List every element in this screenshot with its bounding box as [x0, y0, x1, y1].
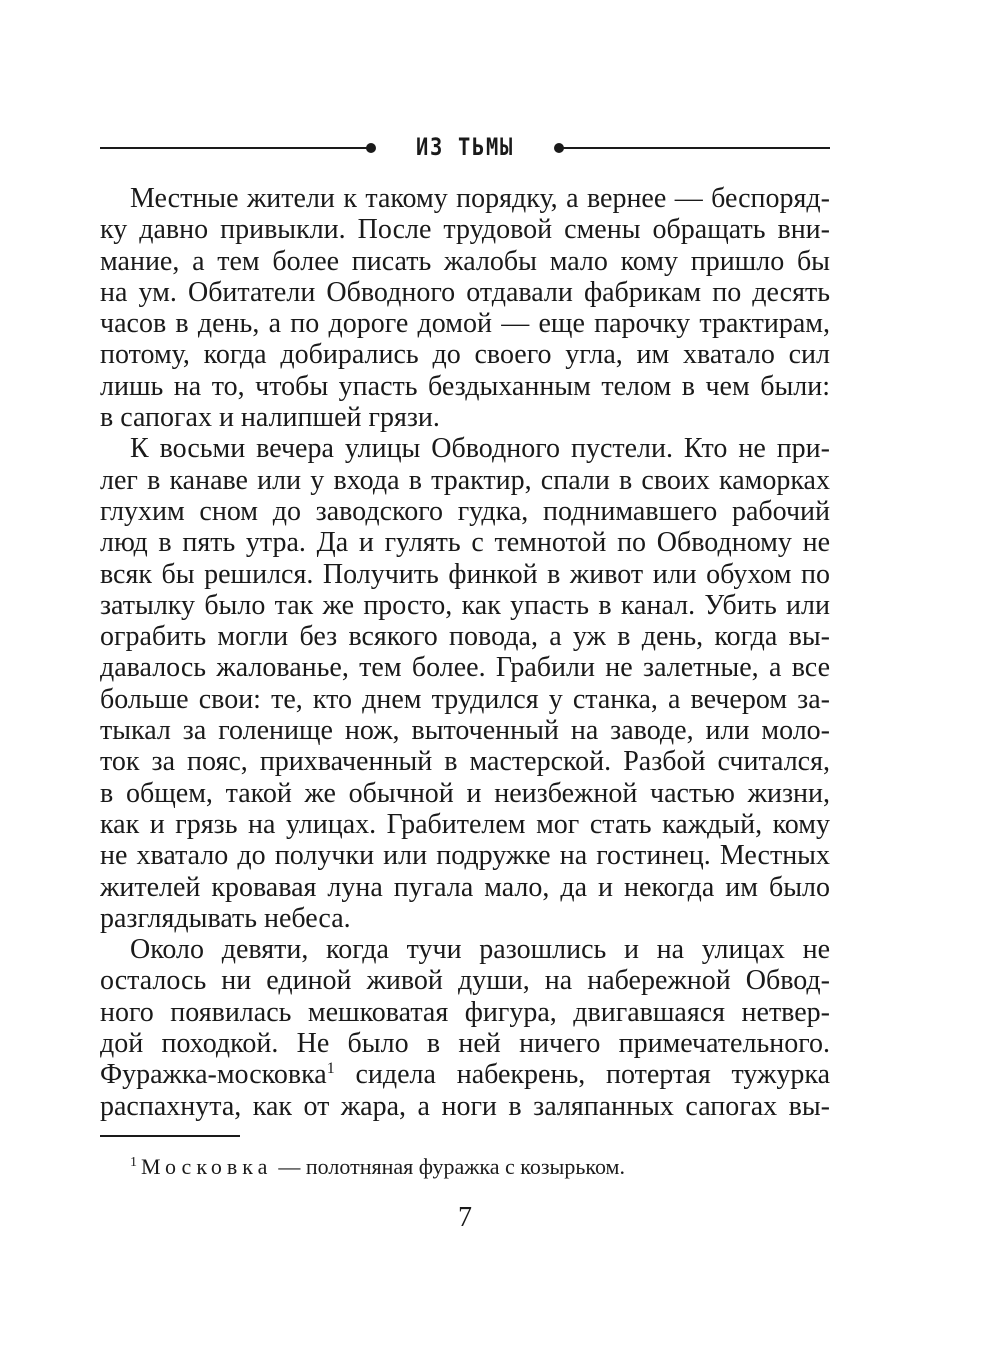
running-head-title: ИЗ ТЬМЫ: [416, 133, 514, 161]
text-line: Около девяти, когда тучи разошлись и на улицах не: [130, 934, 830, 966]
running-head-rule-left: [100, 147, 370, 149]
footnote-term: Московка: [141, 1154, 273, 1179]
text-line: потому, когда добирались до своего угла, им хватало сил: [100, 339, 830, 371]
text-line: разглядывать небеса.: [100, 902, 351, 934]
text-line: всяк бы решился. Получить финкой в живот или обухом по: [100, 558, 830, 590]
text-line-with-footnote: [100, 1059, 830, 1090]
text-line: ного появилась мешковатая фигура, двигавшаяся нетвер-: [100, 996, 830, 1028]
text-line: в общем, такой же обычной и неизбежной частью жизни,: [100, 777, 830, 809]
text-line: как и грязь на улицах. Грабителем мог стать каждый, кому: [100, 808, 830, 840]
running-head-dot-left: [366, 143, 376, 153]
text-line: тыкал за голенище нож, выточенный на заводе, или моло-: [100, 715, 830, 747]
text-line: мание, а тем более писать жалобы мало кому пришло бы: [100, 245, 830, 277]
footnote-definition: — полотняная фуражка с козырьком.: [278, 1154, 625, 1179]
footnote-number: 1: [130, 1155, 137, 1170]
text-line: Местные жители к такому порядку, а вернее — беспоряд-: [130, 183, 830, 214]
text-line: осталось ни единой живой души, на набережной Обвод-: [100, 965, 830, 997]
text-fragment: Фуражка-московка: [100, 1059, 327, 1091]
text-line: затылку было так же просто, как упасть в канал. Убить или: [100, 589, 830, 621]
text-line: давалось жалованье, тем более. Грабили не залетные, а все: [100, 652, 830, 684]
text-line: в сапогах и налипшей грязи.: [100, 402, 440, 434]
body-text: [100, 183, 830, 1122]
text-line: К восьми вечера улицы Обводного пустели. Кто не при-: [130, 433, 830, 465]
text-line: не хватало до получки или подружке на гостинец. Местных: [100, 840, 830, 872]
text-line: лишь на то, чтобы упасть бездыханным телом в чем были:: [100, 370, 830, 402]
text-line: распахнута, как от жара, а ноги в заляпанных сапогах вы-: [100, 1090, 830, 1122]
running-head-rule-right: [560, 147, 830, 149]
text-line: люд в пять утра. Да и гулять с темнотой по Обводному не: [100, 527, 830, 559]
page-number: 7: [458, 1202, 472, 1233]
text-line: дой походкой. Не было в ней ничего примечательного.: [100, 1028, 830, 1060]
text-line: больше свои: те, кто днем трудился у станка, а вечером за-: [100, 683, 830, 715]
text-line: глухим сном до заводского гудка, поднимавшего рабочий: [100, 495, 830, 527]
text-line: часов в день, а по дороге домой — еще парочку трактирам,: [100, 308, 830, 340]
text-fragment: сидела набекрень, потертая тужурка: [334, 1059, 830, 1091]
footnote-marker[interactable]: 1: [326, 1060, 335, 1078]
text-line: лег в канаве или у входа в трактир, спали в своих каморках: [100, 464, 830, 496]
text-line: ограбить могли без всякого повода, а уж в день, когда вы-: [100, 621, 830, 653]
footnote: [130, 1148, 625, 1182]
text-line: ток за пояс, прихваченный в мастерской. Разбой считался,: [100, 746, 830, 778]
text-line: ку давно привыкли. После трудовой смены обращать вни-: [100, 214, 830, 246]
footnote-separator: [100, 1135, 240, 1137]
running-head: [100, 132, 830, 162]
text-line: жителей кровавая луна пугала мало, да и некогда им было: [100, 871, 830, 903]
text-line: на ум. Обитатели Обводного отдавали фабрикам по десять: [100, 276, 830, 308]
